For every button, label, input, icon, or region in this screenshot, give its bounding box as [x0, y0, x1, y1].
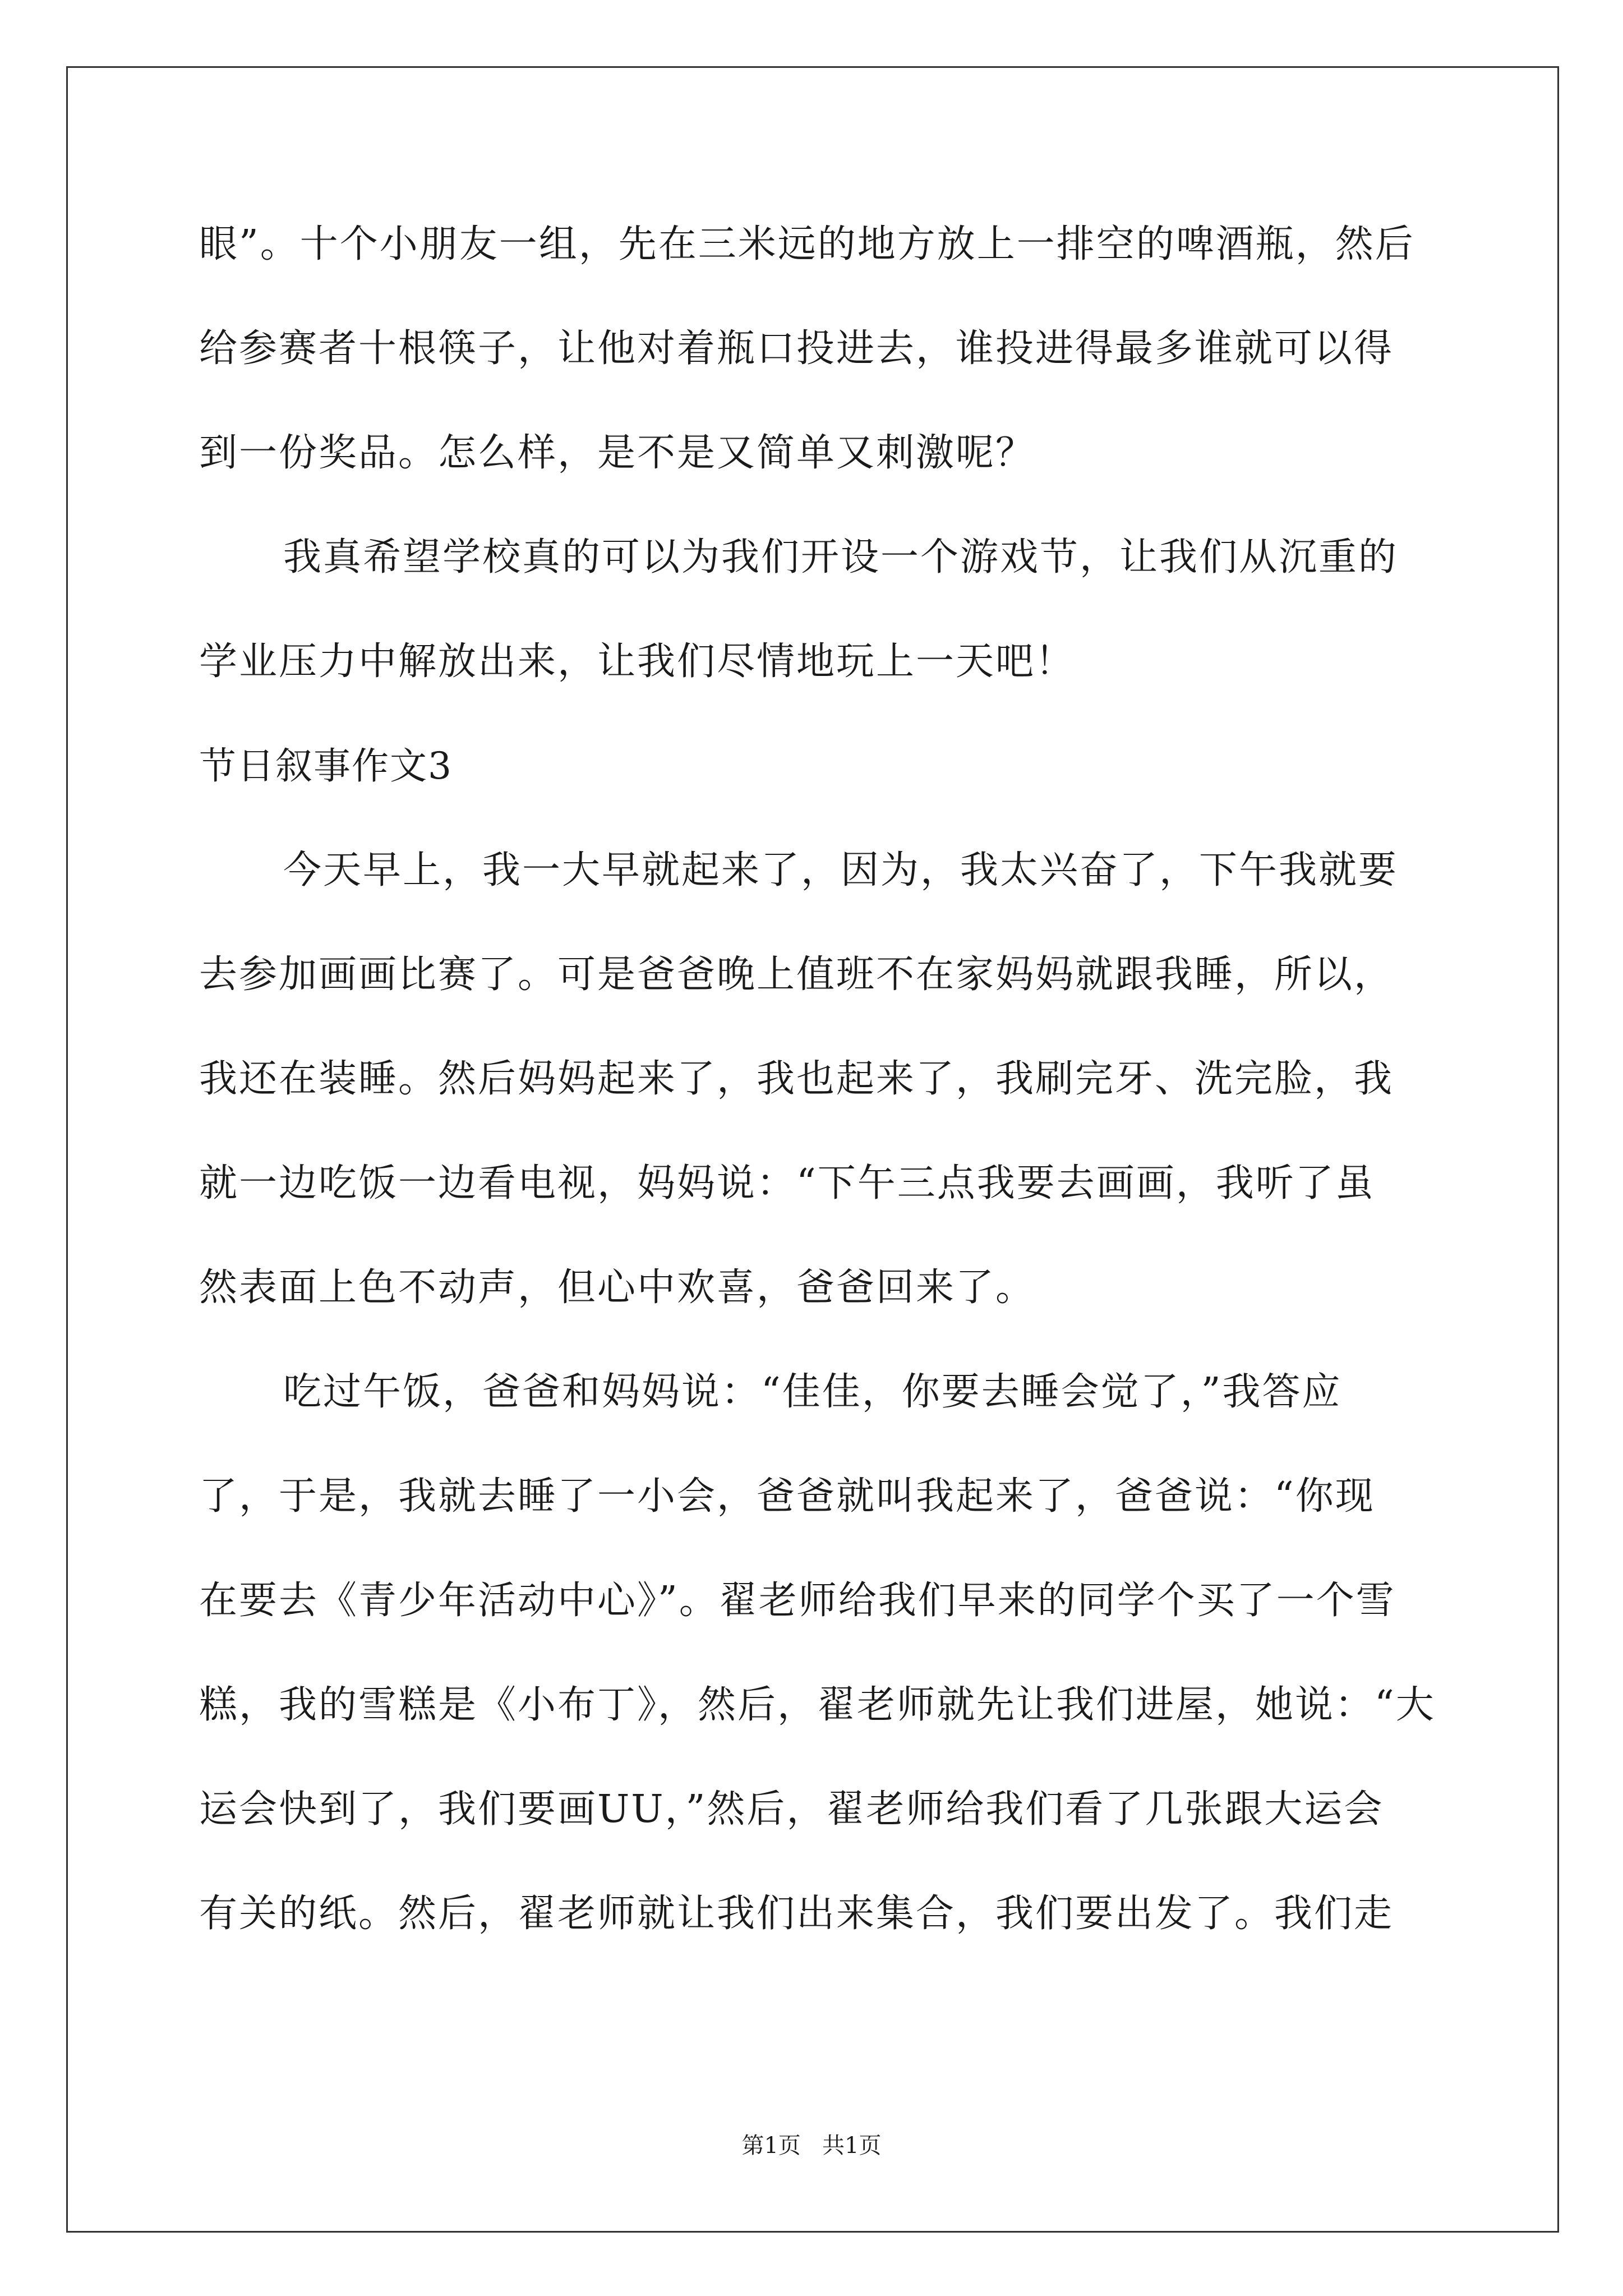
text-line: 到一份奖品。怎么样，是不是又简单又刺激呢？	[199, 431, 1036, 475]
text-line: 运会快到了，我们要画UU，”然后，翟老师给我们看了几张跟大运会	[199, 1787, 1384, 1832]
text-line: 在要去《青少年活动中心》”。翟老师给我们早来的同学个买了一个雪	[199, 1579, 1396, 1623]
page-number-footer: 第1页 共1页	[741, 2133, 882, 2159]
text-line: 然表面上色不动声，但心中欢喜，爸爸回来了。	[199, 1266, 1036, 1310]
text-line: 糕，我的雪糕是《小布丁》，然后，翟老师就先让我们进屋，她说：“大	[199, 1683, 1436, 1727]
text-line: 学业压力中解放出来，让我们尽情地玩上一天吧！	[199, 639, 1076, 684]
document-body	[199, 209, 1436, 1983]
section-heading: 节日叙事作文3	[199, 744, 453, 788]
paragraph-first-line: 我真希望学校真的可以为我们开设一个游戏节，让我们从沉重的	[283, 535, 1399, 579]
text-line: 给参赛者十根筷子，让他对着瓶口投进去，谁投进得最多谁就可以得	[199, 326, 1394, 371]
text-line: 眼”。十个小朋友一组，先在三米远的地方放上一排空的啤酒瓶，然后	[199, 222, 1415, 266]
paragraph-first-line: 今天早上，我一大早就起来了，因为，我太兴奋了，下午我就要	[283, 848, 1399, 892]
text-line: 去参加画画比赛了。可是爸爸晚上值班不在家妈妈就跟我睡，所以，	[199, 953, 1394, 997]
text-line: 我还在装睡。然后妈妈起来了，我也起来了，我刷完牙、洗完脸，我	[199, 1057, 1394, 1101]
text-line: 就一边吃饭一边看电视，妈妈说：“下午三点我要去画画，我听了虽	[199, 1161, 1375, 1205]
text-line: 有关的纸。然后，翟老师就让我们出来集合，我们要出发了。我们走	[199, 1892, 1394, 1936]
paragraph-first-line: 吃过午饭，爸爸和妈妈说：“佳佳，你要去睡会觉了，”我答应	[283, 1370, 1342, 1414]
text-line: 了，于是，我就去睡了一小会，爸爸就叫我起来了，爸爸说：“你现	[199, 1474, 1375, 1519]
